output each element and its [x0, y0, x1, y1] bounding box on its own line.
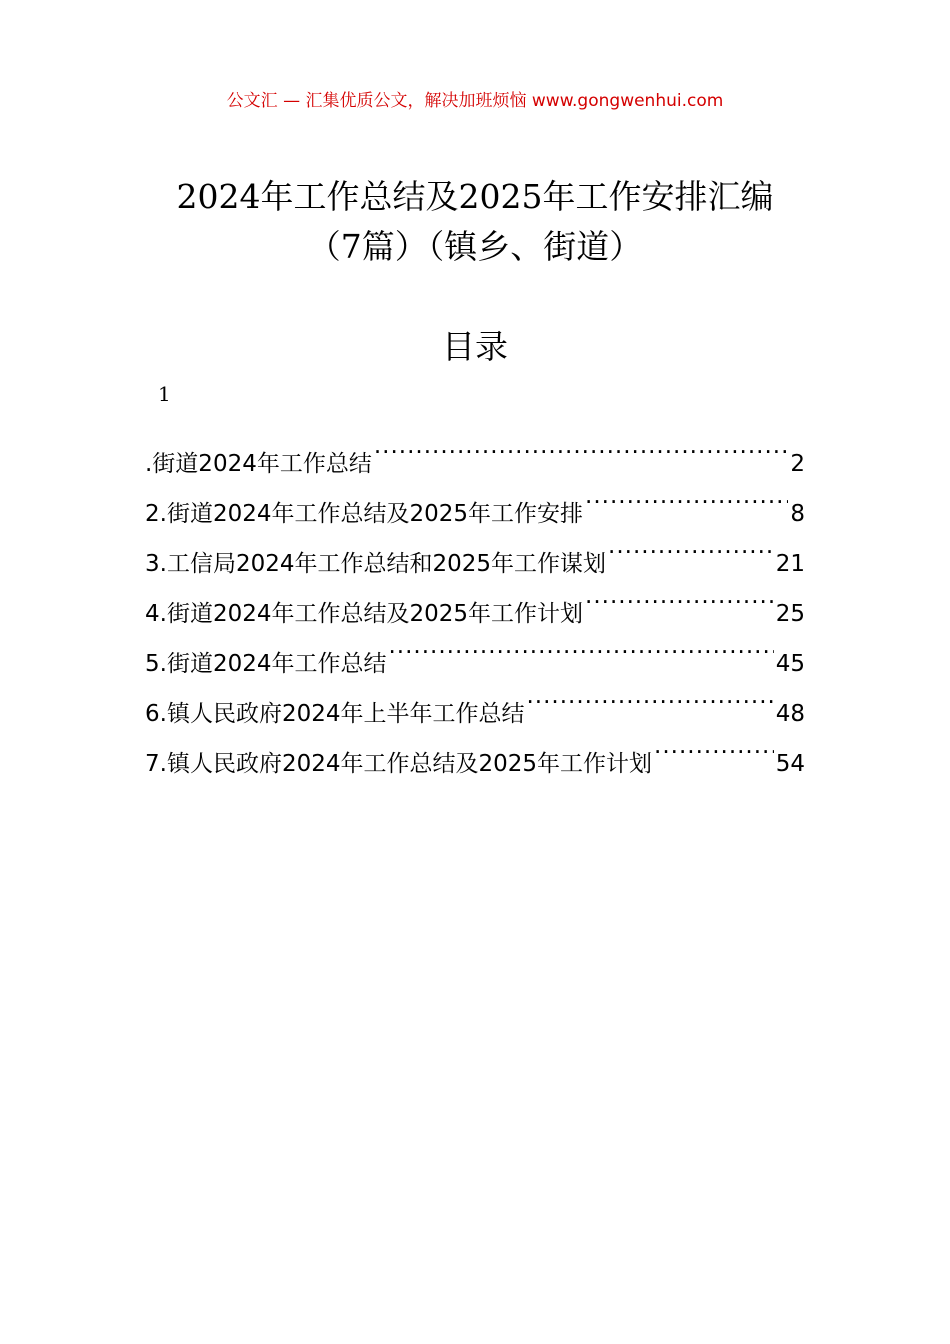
toc-heading: 目录 — [442, 327, 508, 366]
toc-dot-leader — [608, 521, 774, 571]
toc-dot-leader — [654, 721, 774, 771]
toc-dot-leader — [374, 421, 789, 471]
toc-entry-title: 3.工信局2024年工作总结和2025年工作谋划 — [145, 551, 607, 577]
toc-entry-title: 6.镇人民政府2024年上半年工作总结 — [145, 701, 525, 727]
title-line-1: 2024年工作总结及2025年工作安排汇编 — [176, 177, 774, 216]
toc-page-number: 25 — [775, 601, 805, 627]
toc-stray-number: 1 — [158, 382, 171, 406]
toc-entry-title: .街道2024年工作总结 — [145, 451, 372, 477]
toc-entry-title: 4.街道2024年工作总结及2025年工作计划 — [145, 601, 584, 627]
toc-list — [145, 421, 805, 777]
toc-dot-leader — [585, 571, 774, 621]
title-line-2: （7篇）（镇乡、街道） — [307, 227, 643, 266]
toc-page-number: 8 — [790, 501, 805, 527]
toc-dot-leader — [388, 621, 773, 671]
toc-dot-leader — [585, 471, 788, 521]
toc-dot-leader — [526, 671, 773, 721]
toc-entry-title: 7.镇人民政府2024年工作总结及2025年工作计划 — [145, 751, 653, 777]
header-banner[interactable]: 公文汇 — 汇集优质公文，解决加班烦恼 www.gongwenhui.com — [226, 91, 724, 111]
toc-entry-title: 5.街道2024年工作总结 — [145, 651, 387, 677]
toc-entry-title: 2.街道2024年工作总结及2025年工作安排 — [145, 501, 584, 527]
toc-page-number: 54 — [775, 751, 805, 777]
toc-page-number: 48 — [775, 701, 805, 727]
toc-page-number: 2 — [790, 451, 805, 477]
toc-entry-1[interactable] — [145, 421, 805, 477]
toc-page-number: 21 — [775, 551, 805, 577]
document-title — [0, 172, 950, 272]
toc-page-number: 45 — [775, 651, 805, 677]
